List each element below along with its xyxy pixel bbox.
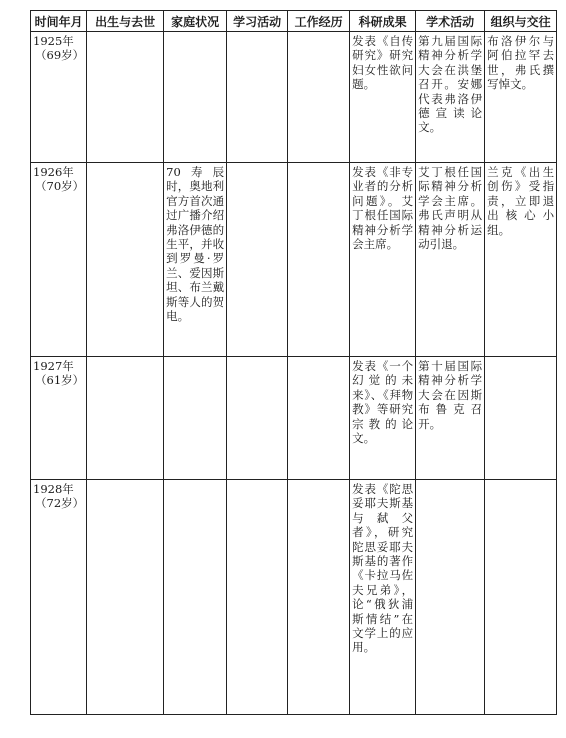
organization-cell: [485, 480, 557, 715]
study-cell: [227, 32, 288, 163]
table-row: [31, 480, 557, 715]
year-label: 1928年: [33, 482, 74, 496]
header-research: 科研成果: [350, 11, 416, 32]
header-family: 家庭状况: [164, 11, 227, 32]
study-cell: [227, 357, 288, 480]
age-label: （69岁）: [35, 48, 85, 63]
table-row: [31, 32, 557, 163]
age-label: （70岁）: [35, 179, 85, 194]
research-cell: 发表《陀思妥耶夫斯基与弑父者》，研究陀思妥耶夫斯基的著作《卡拉马佐夫兄弟》，论“俄狄浦斯情结”在文学上的应用。: [350, 480, 416, 715]
family-cell: [164, 32, 227, 163]
family-cell: 70寿辰时，奥地利官方首次通过广播介绍弗洛伊德的生平，并收到罗曼·罗兰、爱因斯坦、布兰戴斯等人的贺电。: [164, 163, 227, 357]
header-academic: 学术活动: [416, 11, 485, 32]
table-row: [31, 357, 557, 480]
chronology-table: [30, 10, 557, 715]
year-label: 1926年: [33, 165, 74, 179]
time-cell: [31, 357, 87, 480]
table-row: [31, 163, 557, 357]
header-work: 工作经历: [288, 11, 350, 32]
study-cell: [227, 163, 288, 357]
header-time: 时间年月: [31, 11, 87, 32]
study-cell: [227, 480, 288, 715]
family-cell: [164, 357, 227, 480]
organization-cell: [485, 357, 557, 480]
header-birth-death: 出生与去世: [87, 11, 164, 32]
time-cell: [31, 163, 87, 357]
academic-cell: [416, 480, 485, 715]
academic-cell: 第九届国际精神分析学大会在洪堡召开。安娜代表弗洛伊德宣读论文。: [416, 32, 485, 163]
birth-death-cell: [87, 32, 164, 163]
header-row: [31, 11, 557, 32]
organization-cell: 兰克《出生创伤》受指责，立即退出核心小组。: [485, 163, 557, 357]
header-study: 学习活动: [227, 11, 288, 32]
work-cell: [288, 357, 350, 480]
family-cell: [164, 480, 227, 715]
work-cell: [288, 32, 350, 163]
time-cell: [31, 480, 87, 715]
research-cell: 发表《非专业者的分析问题》。艾丁根任国际精神分析学会主席。: [350, 163, 416, 357]
time-cell: [31, 32, 87, 163]
age-label: （61岁）: [35, 373, 85, 388]
birth-death-cell: [87, 480, 164, 715]
academic-cell: 第十届国际精神分析学大会在因斯布鲁克召开。: [416, 357, 485, 480]
research-cell: 发表《自传研究》研究妇女性欲问题。: [350, 32, 416, 163]
academic-cell: 艾丁根任国际精神分析学会主席。弗氏声明从精神分析运动引退。: [416, 163, 485, 357]
research-cell: 发表《一个幻觉的未来》、《拜物教》等研究宗教的论文。: [350, 357, 416, 480]
year-label: 1925年: [33, 34, 74, 48]
organization-cell: 布洛伊尔与阿伯拉罕去世，弗氏撰写悼文。: [485, 32, 557, 163]
header-organization: 组织与交往: [485, 11, 557, 32]
work-cell: [288, 163, 350, 357]
age-label: （72岁）: [35, 496, 85, 511]
work-cell: [288, 480, 350, 715]
birth-death-cell: [87, 357, 164, 480]
birth-death-cell: [87, 163, 164, 357]
year-label: 1927年: [33, 359, 74, 373]
